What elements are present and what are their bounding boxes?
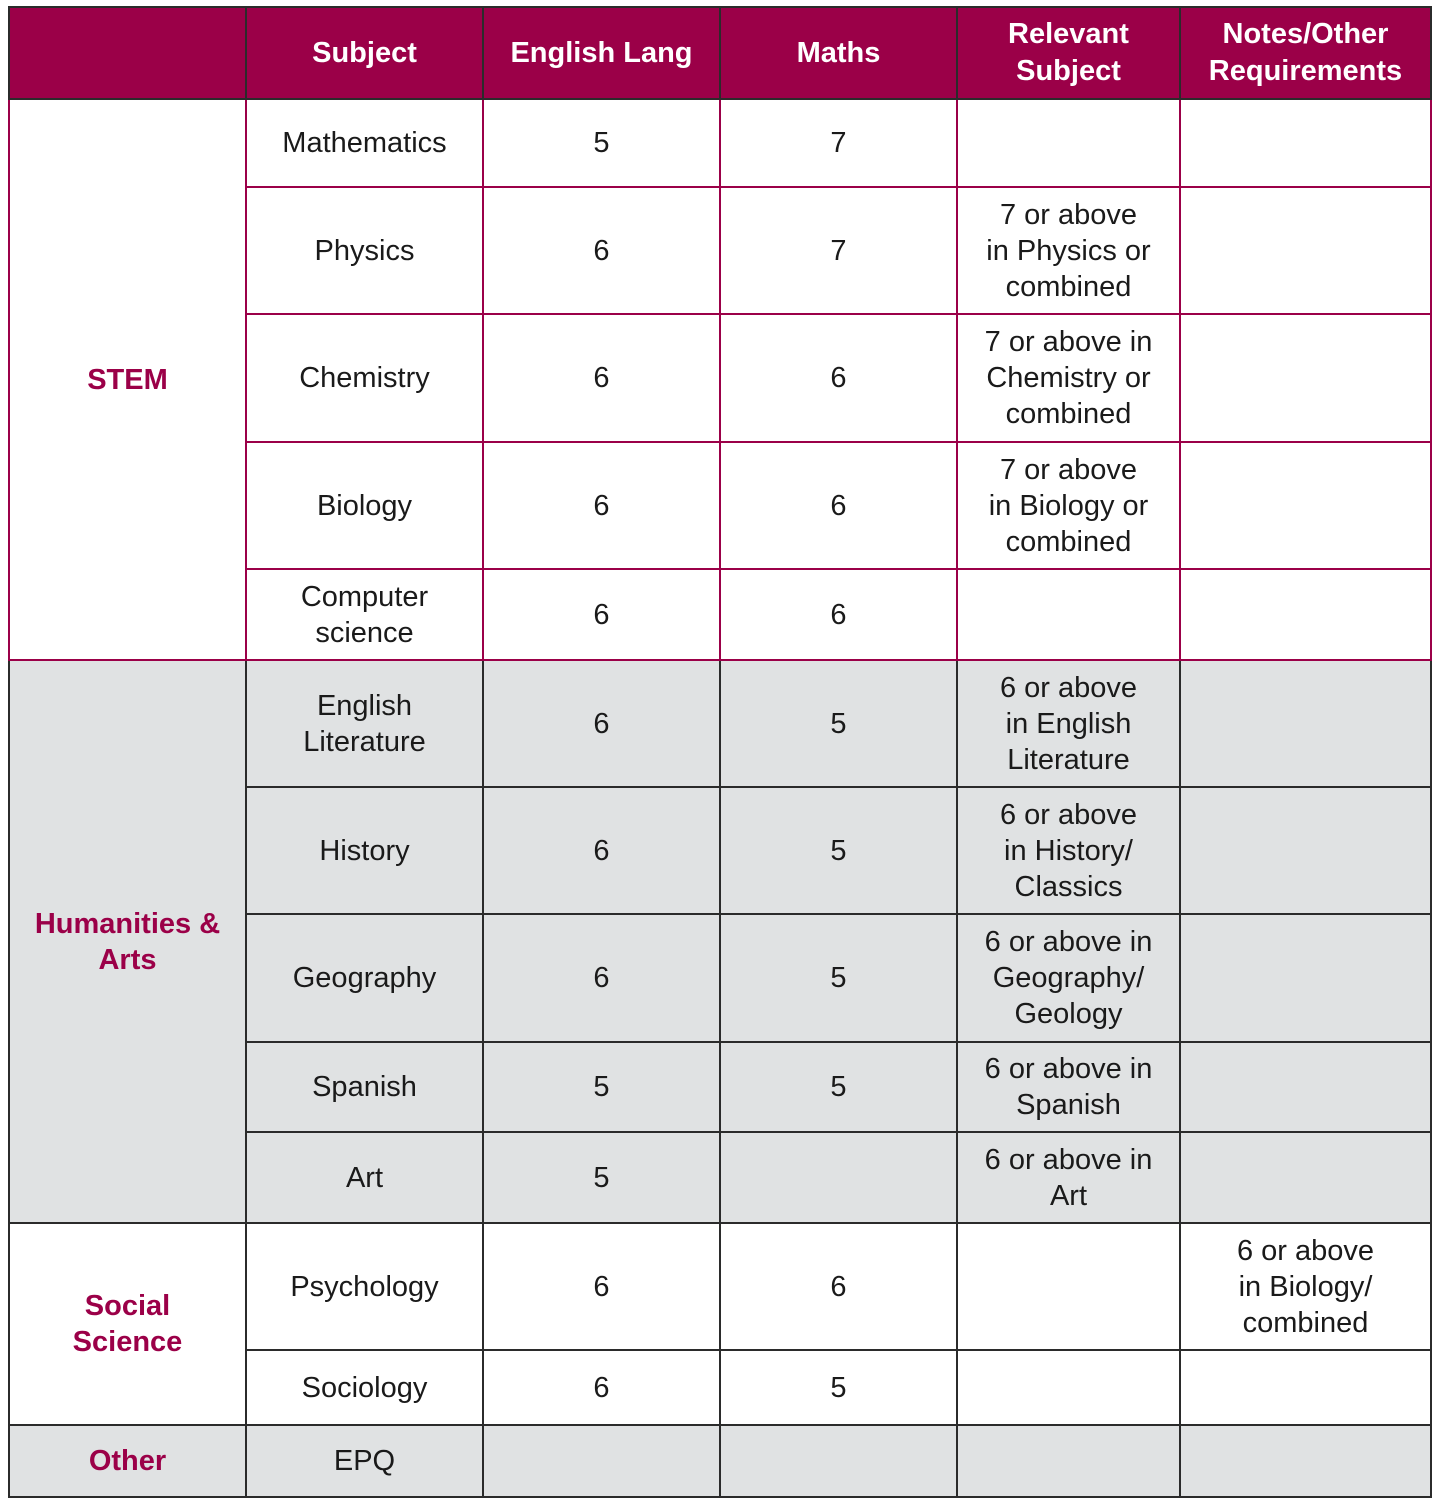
- maths-cell: 6: [720, 1223, 957, 1350]
- relevant-subject-cell: 6 or above in English Literature: [957, 660, 1180, 787]
- notes-cell: [1180, 1132, 1431, 1223]
- table-row: [9, 1425, 1431, 1497]
- relevant-subject-cell: 7 or above in Chemistry or combined: [957, 314, 1180, 442]
- maths-cell: 7: [720, 99, 957, 187]
- subject-cell: Chemistry: [246, 314, 483, 442]
- english-lang-cell: 5: [483, 1132, 720, 1223]
- subject-cell: EPQ: [246, 1425, 483, 1497]
- relevant-subject-cell: 6 or above in History/ Classics: [957, 787, 1180, 914]
- notes-cell: [1180, 914, 1431, 1042]
- english-lang-cell: 5: [483, 99, 720, 187]
- relevant-subject-cell: 6 or above in Geography/ Geology: [957, 914, 1180, 1042]
- english-lang-cell: 6: [483, 914, 720, 1042]
- english-lang-cell: 6: [483, 314, 720, 442]
- english-lang-cell: 6: [483, 660, 720, 787]
- header-row: [9, 7, 1431, 99]
- english-lang-cell: 6: [483, 1350, 720, 1425]
- header-relevant-subject: Relevant Subject: [957, 7, 1180, 99]
- group-label-social-science: Social Science: [9, 1223, 246, 1425]
- relevant-subject-cell: [957, 99, 1180, 187]
- maths-cell: 5: [720, 1350, 957, 1425]
- subject-cell: Mathematics: [246, 99, 483, 187]
- notes-cell: [1180, 314, 1431, 442]
- maths-cell: [720, 1132, 957, 1223]
- notes-cell: [1180, 660, 1431, 787]
- notes-cell: [1180, 442, 1431, 569]
- notes-cell: 6 or above in Biology/ combined: [1180, 1223, 1431, 1350]
- subject-cell: Sociology: [246, 1350, 483, 1425]
- english-lang-cell: [483, 1425, 720, 1497]
- group-label-humanities-arts: Humanities & Arts: [9, 660, 246, 1223]
- table-row: [9, 660, 1431, 787]
- notes-cell: [1180, 187, 1431, 314]
- subject-cell: Physics: [246, 187, 483, 314]
- subject-cell: History: [246, 787, 483, 914]
- notes-cell: [1180, 1350, 1431, 1425]
- relevant-subject-cell: 7 or above in Biology or combined: [957, 442, 1180, 569]
- requirements-table-wrapper: [8, 6, 1432, 1498]
- maths-cell: [720, 1425, 957, 1497]
- maths-cell: 6: [720, 442, 957, 569]
- relevant-subject-cell: 6 or above in Art: [957, 1132, 1180, 1223]
- relevant-subject-cell: 6 or above in Spanish: [957, 1042, 1180, 1132]
- group-label-stem: STEM: [9, 99, 246, 660]
- subject-cell: Art: [246, 1132, 483, 1223]
- maths-cell: 5: [720, 1042, 957, 1132]
- maths-cell: 6: [720, 314, 957, 442]
- maths-cell: 7: [720, 187, 957, 314]
- notes-cell: [1180, 1425, 1431, 1497]
- english-lang-cell: 6: [483, 442, 720, 569]
- relevant-subject-cell: [957, 569, 1180, 660]
- subject-cell: Computer science: [246, 569, 483, 660]
- notes-cell: [1180, 787, 1431, 914]
- maths-cell: 5: [720, 914, 957, 1042]
- header-maths: Maths: [720, 7, 957, 99]
- maths-cell: 5: [720, 787, 957, 914]
- english-lang-cell: 6: [483, 187, 720, 314]
- header-subject: Subject: [246, 7, 483, 99]
- table-row: [9, 1223, 1431, 1350]
- notes-cell: [1180, 569, 1431, 660]
- notes-cell: [1180, 99, 1431, 187]
- header-group: [9, 7, 246, 99]
- maths-cell: 5: [720, 660, 957, 787]
- notes-cell: [1180, 1042, 1431, 1132]
- maths-cell: 6: [720, 569, 957, 660]
- subject-cell: English Literature: [246, 660, 483, 787]
- subject-cell: Biology: [246, 442, 483, 569]
- subject-cell: Psychology: [246, 1223, 483, 1350]
- header-english-lang: English Lang: [483, 7, 720, 99]
- subject-cell: Geography: [246, 914, 483, 1042]
- table-row: [9, 99, 1431, 187]
- group-label-other: Other: [9, 1425, 246, 1497]
- english-lang-cell: 5: [483, 1042, 720, 1132]
- english-lang-cell: 6: [483, 787, 720, 914]
- entry-requirements-table: [8, 6, 1432, 1498]
- english-lang-cell: 6: [483, 1223, 720, 1350]
- relevant-subject-cell: 7 or above in Physics or combined: [957, 187, 1180, 314]
- relevant-subject-cell: [957, 1223, 1180, 1350]
- header-notes: Notes/Other Requirements: [1180, 7, 1431, 99]
- english-lang-cell: 6: [483, 569, 720, 660]
- subject-cell: Spanish: [246, 1042, 483, 1132]
- relevant-subject-cell: [957, 1425, 1180, 1497]
- relevant-subject-cell: [957, 1350, 1180, 1425]
